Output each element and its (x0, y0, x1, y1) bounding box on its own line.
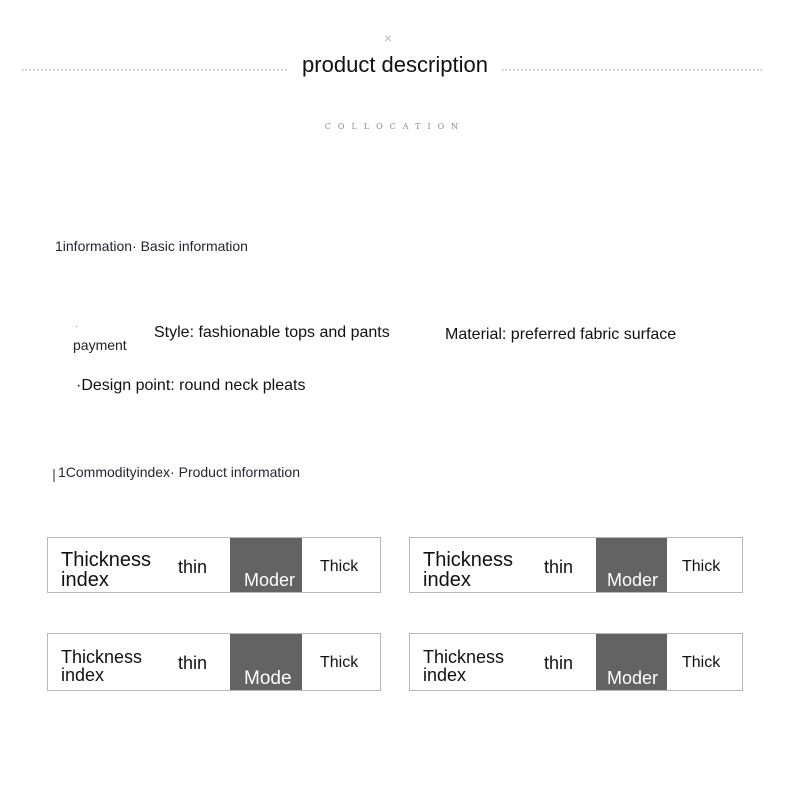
thin-label: thin (178, 653, 208, 673)
material-spec: Material: preferred fabric surface (445, 326, 677, 343)
thin-cell (534, 634, 596, 690)
thickness-label-cell (48, 538, 168, 592)
thin-label: thin (544, 653, 574, 673)
moderate-label: Mode (244, 668, 292, 689)
thick-cell (667, 634, 743, 690)
thickness-label-cell (410, 634, 530, 690)
moderate-label: Moder (244, 570, 296, 590)
thickness-index-table (409, 537, 743, 593)
thick-label: Thick (320, 558, 359, 575)
payment-dot: · (75, 322, 78, 331)
basic-info-heading: 1information· Basic information (55, 238, 248, 254)
thin-label: thin (178, 557, 208, 577)
thin-cell (168, 538, 230, 592)
thin-label: thin (544, 557, 574, 577)
thickness-index-table (47, 633, 381, 691)
thick-label: Thick (682, 654, 721, 671)
thick-label: Thick (320, 654, 359, 671)
thickness-label: Thickness index (61, 549, 152, 591)
style-spec: Style: fashionable tops and pants (154, 324, 390, 341)
thin-cell (534, 538, 596, 592)
page-subtitle: COLLOCATION (324, 122, 466, 131)
product-info-heading: 1Commodityindex· Product information (58, 464, 300, 480)
thickness-label-cell (410, 538, 530, 592)
thickness-label-cell (48, 634, 168, 690)
thick-cell (302, 538, 381, 592)
thickness-index-table (47, 537, 381, 593)
thickness-label: Thickness index (423, 647, 505, 685)
payment-label: payment (73, 337, 127, 353)
heading-marker (53, 469, 55, 482)
design-point-spec: ·Design point: round neck pleats (76, 377, 306, 394)
thin-cell (168, 634, 230, 690)
moderate-label: Moder (607, 668, 659, 688)
moderate-cell-selected (230, 538, 302, 592)
thickness-label: Thickness index (61, 647, 143, 685)
moderate-cell-selected (596, 538, 667, 592)
moderate-label: Moder (607, 570, 659, 590)
page-title: product description (302, 52, 488, 77)
thick-label: Thick (682, 558, 721, 575)
close-icon: × (384, 30, 393, 46)
thick-cell (667, 538, 743, 592)
moderate-cell-selected (230, 634, 302, 690)
thick-cell (302, 634, 381, 690)
thickness-label: Thickness index (423, 549, 514, 591)
thickness-index-table (409, 633, 743, 691)
moderate-cell-selected (596, 634, 667, 690)
